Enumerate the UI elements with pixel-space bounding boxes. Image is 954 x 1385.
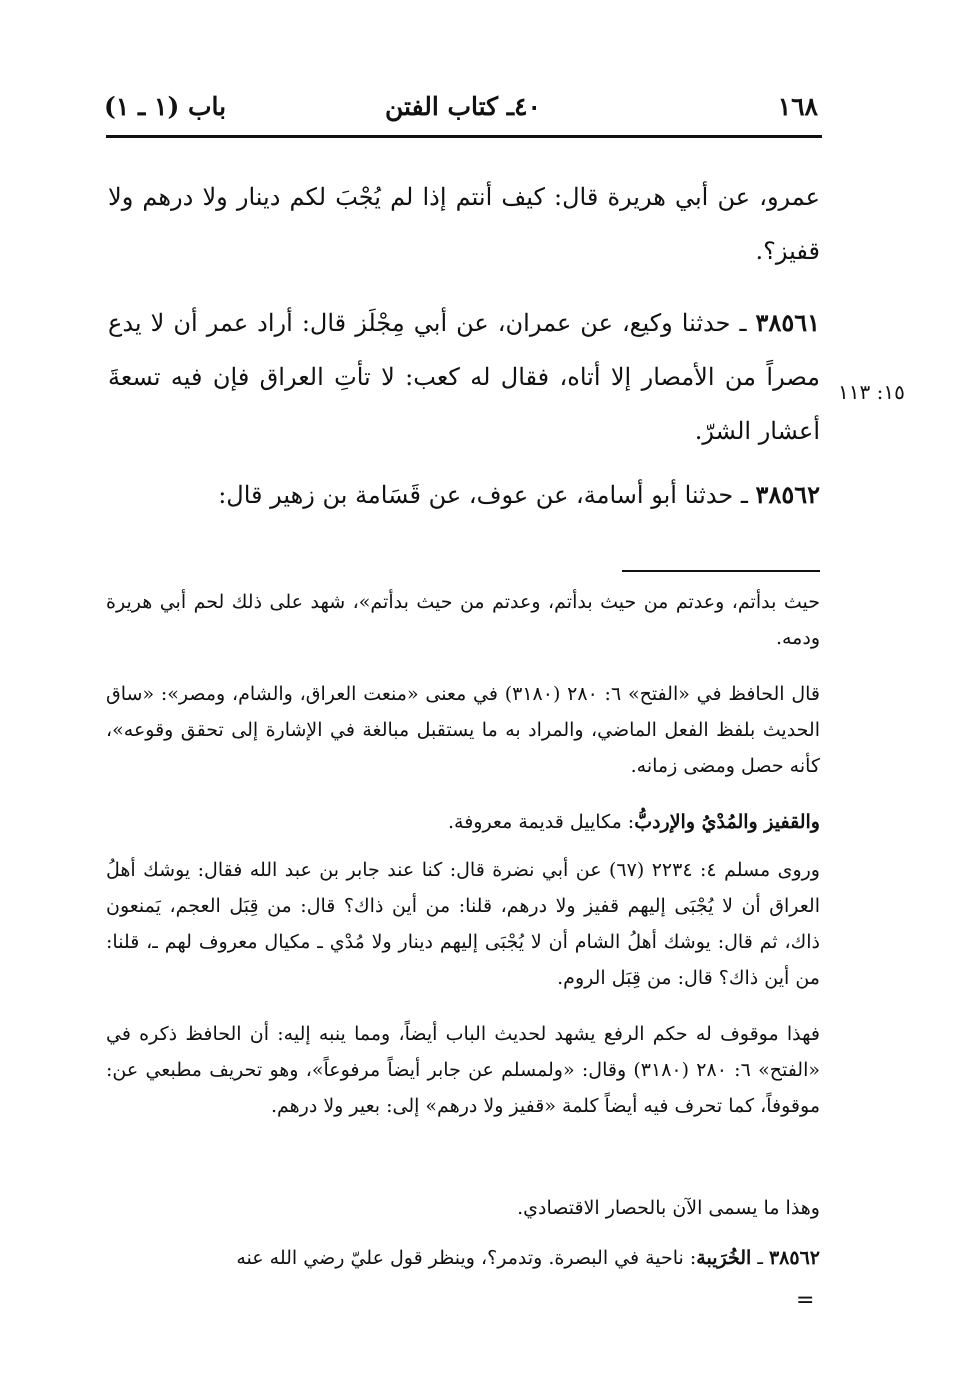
hadith-text: ـ حدثنا وكيع، عن عمران، عن أبي مِجْلَز قال: أراد عمر أن لا يدع مصراً من الأمصار إلا أتاه، فقال له كعب: لا تأتِ العراق فإن فيه تسعةَ أعشار الشرّ. <box>108 309 820 445</box>
page-header <box>104 86 822 130</box>
footnote-4: وروى مسلم ٤: ٢٢٣٤ (٦٧) عن أبي نضرة قال: كنا عند جابر بن عبد الله فقال: يوشك أهلُ العراق أن لا يُجْبَى إليهم قفيز ولا درهم، قلنا: من أين ذاك؟ قال: من قِبَل العجم، يَمنعون ذاك، ثم قال: يوشك أهلُ الشام أن لا يُجْبَى إليهم دينار ولا مُدْي ـ مكيال معروف لهم ـ، قلنا: من أين ذاك؟ قال: من قِبَل الروم. <box>106 859 820 989</box>
hadith-number: ٣٨٥٦١ <box>755 308 820 337</box>
footnote-text: : ناحية في البصرة. وتدمر؟، وينظر قول عليّ رضي الله عنه <box>236 1247 697 1269</box>
footnote-6: وهذا ما يسمى الآن بالحصار الاقتصادي. <box>517 1197 820 1219</box>
hadith-number: ٣٨٥٦٢ <box>755 480 820 509</box>
hadith-38562 <box>108 468 820 522</box>
margin-reference: ١٥: ١١٣ <box>838 380 905 404</box>
footnote-5: فهذا موقوف له حكم الرفع يشهد لحديث الباب أيضاً، ومما ينبه إليه: أن الحافظ ذكره في «الفتح» ٦: ٢٨٠ (٣١٨٠) وقال: «ولمسلم عن جابر أيضاً مرفوعاً»، وهو تحريف مطبعي عن: موقوفاً، كما تحرف فيه أيضاً كلمة «قفيز ولا درهم» إلى: بعير ولا درهم. <box>106 1023 820 1117</box>
hadith-text: ـ حدثنا أبو أسامة، عن عوف، عن قَسَامة بن زهير قال: <box>218 481 756 509</box>
footnote-number: ٣٨٥٦٢ <box>768 1247 820 1269</box>
footnote-separator <box>622 570 820 572</box>
header-rule <box>106 135 822 138</box>
continuation-mark: = <box>796 1288 815 1313</box>
footnote-dash: ـ <box>751 1247 769 1269</box>
body-paragraph-1 <box>108 170 820 278</box>
footnote-term: والقفيز والمُدْيُ والإردبُّ <box>634 811 820 833</box>
footnote-1: حيث بدأتم، وعدتم من حيث بدأتم، وعدتم من حيث بدأتم»، شهد على ذلك لحم أبي هريرة ودمه. <box>106 591 820 649</box>
chapter-title: ٤٠ـ كتاب الفتن <box>385 92 541 121</box>
hadith-38561 <box>108 296 820 458</box>
footnote-term: الخُرَيبة <box>696 1247 752 1269</box>
page-number: ١٦٨ <box>777 92 818 121</box>
section-title: باب (١ ـ ١) <box>104 92 227 121</box>
footnote-2: قال الحافظ في «الفتح» ٦: ٢٨٠ (٣١٨٠) في معنى «منعت العراق، والشام، ومصر»: «ساق الحديث بلفظ الفعل الماضي، والمراد به ما يستقبل مبالغة في الإشارة إلى تحقق وقوعه»، كأنه حصل ومضى زمانه. <box>106 683 820 777</box>
body-text: عمرو، عن أبي هريرة قال: كيف أنتم إذا لم يُجْبَ لكم دينار ولا درهم ولا قفيز؟. <box>108 183 820 265</box>
footnote-text: : مكاييل قديمة معروفة. <box>447 811 635 833</box>
footnote-7 <box>106 1240 820 1276</box>
footnote-3 <box>106 804 820 840</box>
